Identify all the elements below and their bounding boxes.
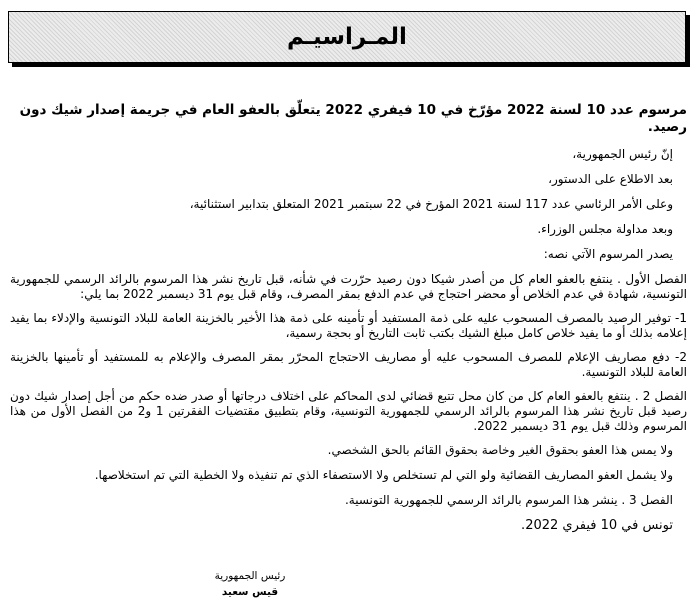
section-header-banner xyxy=(8,11,686,63)
chapter-3: الفصل 3 . ينشر هذا المرسوم بالرائد الرسمي للجمهورية التونسية. xyxy=(344,493,673,507)
preamble-line: وعلى الأمر الرئاسي عدد 117 لسنة 2021 المؤرخ في 22 سبتمبر 2021 المتعلق بتدابير استثنائية، xyxy=(189,197,673,211)
signatory-name: قيس سعيد xyxy=(221,586,279,598)
chapter-2: الفصل 2 . ينتفع بالعفو العام كل من كان محل تتبع قضائي لدى المحاكم على اختلاف درجاتها أو صدر ضده حكم من أجل إصدار شيك دون رصيد قبل تاريخ نشر هذا المرسوم بالرائد الرسمي للجمهورية التونسية، وقام بتطبيق مقتضيات الفقرتين 1 و2 من الفصل الأول من هذا المرسوم وذلك قبل يوم 31 ديسمبر 2022. xyxy=(10,389,688,433)
issue-intro: يصدر المرسوم الآتي نصه: xyxy=(543,247,673,261)
decree-date: تونس في 10 فيفري 2022. xyxy=(521,518,673,533)
clause-costs: ولا يشمل العفو المصاريف القضائية ولو التي لم تستخلص ولا الاستصفاء الذي تم تنفيذه ولا الخطية التي تم استخلاصها. xyxy=(94,468,673,482)
signatory-role: رئيس الجمهورية xyxy=(214,570,286,582)
decree-title: مرسوم عدد 10 لسنة 2022 مؤرّخ في 10 فيفري 2022 يتعلّق بالعفو العام في جريمة إصدار شيك دون رصيد. xyxy=(19,102,687,135)
preamble-line: وبعد مداولة مجلس الوزراء. xyxy=(537,222,673,236)
decree-body xyxy=(10,102,687,542)
signature-block xyxy=(205,568,295,600)
section-title: المـراسيـم xyxy=(287,24,407,50)
chapter-1: الفصل الأول . ينتفع بالعفو العام كل من أصدر شيكا دون رصيد حرّرت في شأنه، قبل تاريخ نشر هذا المرسوم بالرائد الرسمي للجمهورية التونسية، شهادة في عدم الخلاص أو محضر احتجاج في عدم الدفع بمقر المصرف، وقام قبل يوم 31 ديسمبر 2022 بما يلي: xyxy=(10,272,687,301)
preamble-line: بعد الاطلاع على الدستور، xyxy=(548,172,673,186)
condition-2: 2- دفع مصاريف الإعلام للمصرف المسحوب عليه أو مصاريف الاحتجاج المحرّر بمقر المصرف والإعلام به للمستفيد أو تأمينها بالخزينة العامة للبلاد التونسية. xyxy=(10,350,687,379)
condition-1: 1- توفير الرصيد بالمصرف المسحوب عليه على ذمة المستفيد أو تأمينه على ذمة هذا الأخير بالخزينة العامة للبلاد التونسية والإدلاء بما يفيد إعلامه بذلك أو ما يفيد خلاص كامل مبلغ الشيك بكتب ثابت التاريخ أو بحجة رسمية، xyxy=(10,311,687,340)
clause-third-party: ولا يمس هذا العفو بحقوق الغير وخاصة بحقوق القائم بالحق الشخصي. xyxy=(327,443,673,457)
preamble-line: إنّ رئيس الجمهورية، xyxy=(572,147,673,161)
